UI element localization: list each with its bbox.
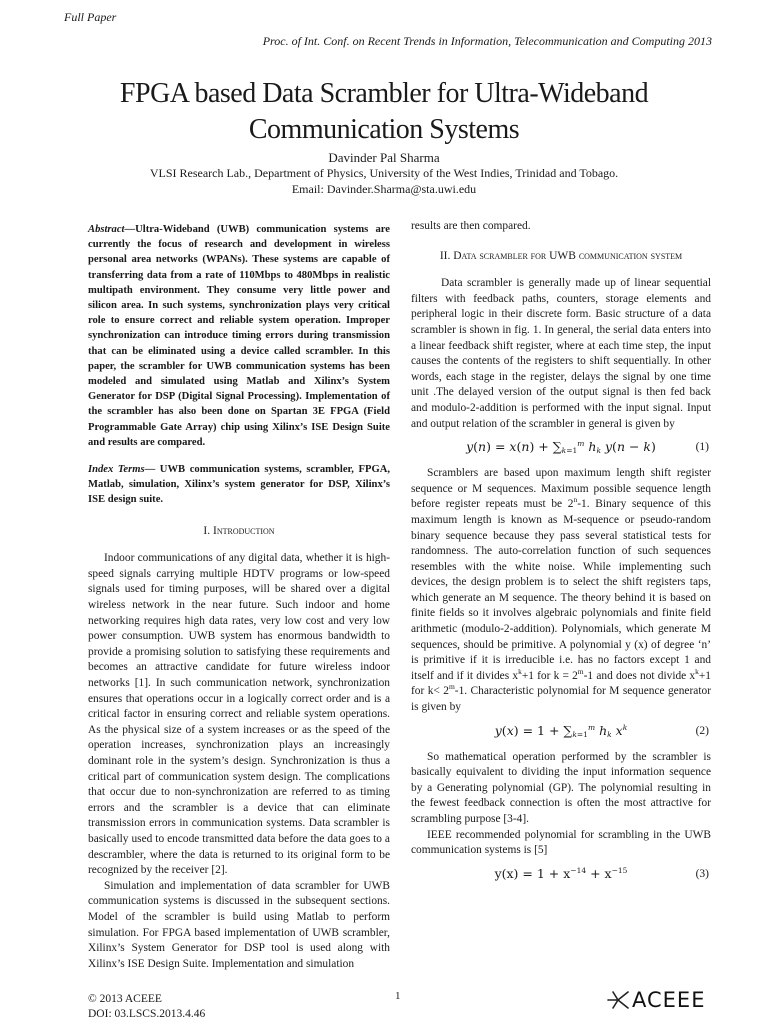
scrambler-paragraph-1: Data scrambler is generally made up of linear sequential filters with feedback paths, counters, storage elements and peripheral logic in their discrete form. Basic structure of a data scrambler is shown in fig. 1. In general, the serial data enters into a linear feedback shift register, where at each time step, the input causes the contents of the registers to shift sequentially. In other words, each stage in the register, delays the signal by one time unit .The delayed version of the output signal is then fed back and modulo-2-addition is performed with the input signal. Input and output relation of the scrambler in general is given by [411,277,711,430]
aceee-logo [604,985,705,1015]
index-terms [88,462,390,508]
page-number: 1 [395,990,401,1002]
equation-3-number: (3) [695,867,709,880]
author-affiliation: VLSI Research Lab., Department of Physics, University of the West Indies, Trinidad and Tobago. [149,166,619,180]
intro-paragraph-2: Simulation and implementation of data scrambler for UWB communication systems is discussed in the subsequent sections. Model of the scrambler is build using Matlab to perform simulation. For FPGA based implementation of UWB scrambler, Xilinx’s System Generator for DSP tool is used along with Xilinx’s ISE Design Suite. Implementation and simulation [88,879,390,970]
index-terms-lead: Index Terms [88,464,145,476]
aceee-logo-text: ACEEE [632,988,706,1012]
scrambler-paragraph-4: IEEE recommended polynomial for scrambling in the UWB communication systems is [5] [411,828,711,857]
proceedings-header: Proc. of Int. Conf. on Recent Trends in Information, Telecommunication and Computing 2013 [262,34,712,48]
equation-1-formula: $y(n) = x(n) + \sum_{k=1}^m$ $h_k$ y(n − k) [466,439,656,456]
paper-title [60,76,708,148]
section-heading-data-scrambler: II. Data scrambler for UWB communication system [439,249,683,262]
continued-text: results are then compared. [411,220,531,232]
scrambler-paragraph-2: Scramblers are based upon maximum length shift register sequence or M sequences. Maximum possible sequence length before register repeats must be 2$^n$-1. Binary sequence of this maximum length is known as M-sequence or pseudo-random binary sequence because they pass several statistical tests for randomness. The auto-correlation function of such sequences resembles with the white noise. While implementing such devices, the design problem is to select the shift registers taps, which generate an M sequence. The theory behind it is based on finite fields so it involves algebraic polynomials and finite field arithmetic (modulo-2-addition). Polynomials, which generate M sequences, should be primitive. A polynomial y (x) of degree ‘n’ is primitive if it is irreducible i.e. has no factors except 1 and itself and if it divides $x^k+1$ for $k = 2^m-1$ and does not divide $x^k+1$ for $k< 2^m-1$. Characteristic polynomial for M sequence generator is given by [411,467,711,714]
equation-2-formula: $y(x) = 1 + \sum_{k=1}^m$ $h_k$ $x^k$ [494,722,628,739]
equation-3-formula: $y(x) = 1 + x^{-14} + x^{-15}$ [494,865,628,881]
doi-text: DOI: 03.LSCS.2013.4.46 [88,1008,206,1020]
author-email: Email: Davinder.Sharma@sta.uwi.edu [291,182,477,196]
footer-info [88,992,205,1022]
index-terms-text: — UWB communication systems, scrambler, FPGA, Matlab, simulation, Xilinx’s system generator for DSP, Xilinx’s ISE design suite. [88,464,390,506]
paper-title-line-1: FPGA based Data Scrambler for Ultra-Wideband [119,78,649,109]
paper-title-line-2: Communication Systems [248,114,520,145]
abstract [88,222,390,450]
left-column [88,222,390,972]
right-column [411,219,711,893]
equation-2 [411,716,711,750]
equation-3 [411,859,711,893]
intro-paragraph-1: Indoor communications of any digital data, whether it is high-speed signals carrying multiple HDTV programs or low-speed signals used for timing purposes, will be shared over a digital wireless network in the near future. Such indoor and home networking requires high data rates, very low cost and very low power consumption. UWB system has enormous bandwidth to provide a promising solution to satisfying these requirements and becomes an attractive candidate for future wireless indoor networks [1]. In such communication network, synchronization ensures that operations occur in a logically correct order and is a critical factor in ensuring correct and reliable system operations. As the physical size of a system increases or as the speed of the operation increases, synchronization plays an increasingly dominant role in the system’s design. Synchronization is thus a critical part of communication system design. The complications that occur due to non-synchronization are referred to as timing errors and the scrambler is a device that can eliminate transmission errors in communication systems. Data scrambler is basically used to encode transmitted data before the data goes to a descrambler, where the data is returned to its original form to be recognized by the receiver [2]. [88,552,390,877]
equation-2-number: (2) [695,724,709,737]
paper-type-label: Full Paper [64,10,117,24]
abstract-lead: Abstract [88,224,125,235]
scrambler-paragraph-3: So mathematical operation performed by the scrambler is basically equivalent to dividing the input information sequence by a Generating polynomial (GP). The polynomial resulting in the fewest feedback connection is often the most attractive for scrambling purpose [3-4]. [411,750,711,825]
equation-1-number: (1) [695,441,709,454]
aceee-star-icon [604,989,630,1011]
equation-1 [411,432,711,466]
author-name: Davinder Pal Sharma [328,150,440,165]
abstract-text: —Ultra-Wideband (UWB) communication systems are currently the focus of research and development in wireless personal area networks (WPANs). These systems are capable of transferring data from a rate of 110Mbps to 480Mbps in realistic multipath environment. They consume very little power and silicon area. In such systems, synchronization plays very critical role to ensure correct and reliable system operation. Improper synchronization can introduce timing errors during transmission that can be eliminated using a device called scrambler. In this paper, the scrambler for UWB communication systems has been modeled and simulated using Matlab and Xilinx’s System Generator for DSP (Digital Signal Processing). Implementation of the scrambler has also been done on Spartan 3E FPGA (Field Programmable Gate Array) chip using Xilinx’s ISE Design Suite and results are compared. [88,224,390,448]
section-heading-introduction: I. Introduction [203,524,275,537]
copyright-text: © 2013 ACEEE [88,993,162,1005]
